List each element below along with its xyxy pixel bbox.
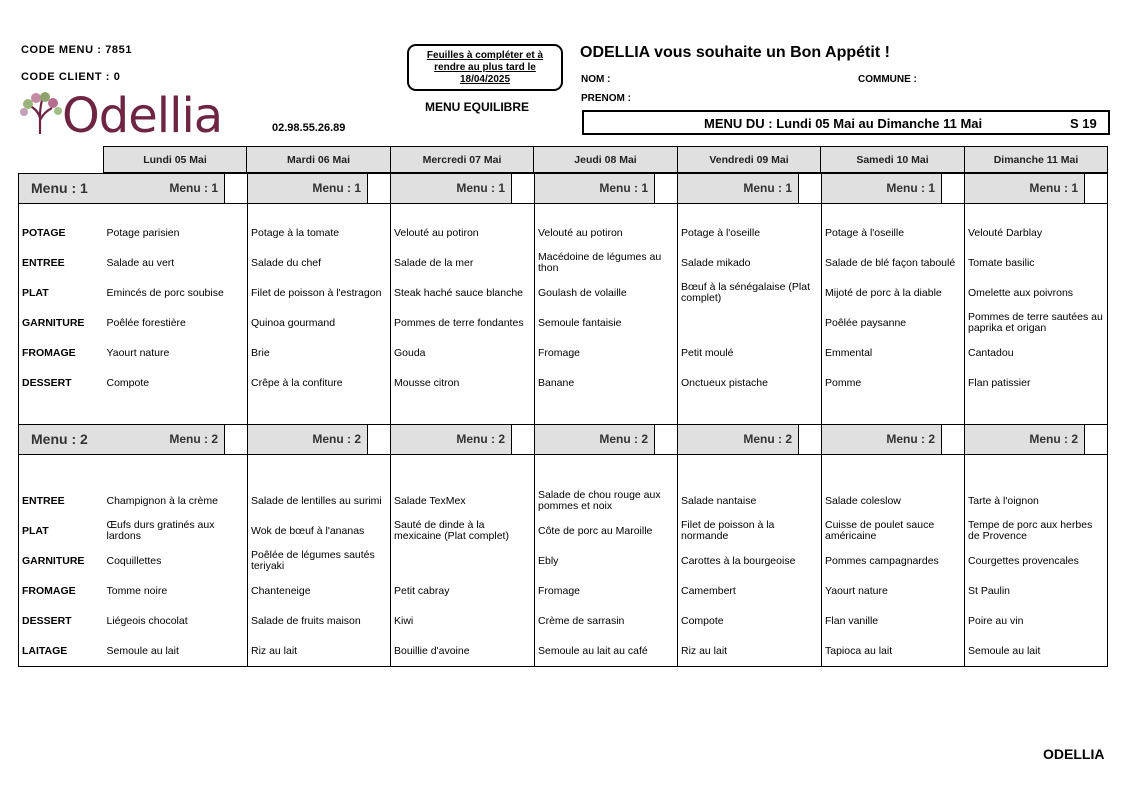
- dish-cell: Pomme: [822, 368, 965, 398]
- tree-logo-icon: [18, 92, 66, 136]
- day-header: Lundi 05 Mai: [104, 147, 247, 173]
- course-category: GARNITURE: [19, 308, 104, 338]
- dish-cell: Bouillie d'avoine: [391, 636, 535, 667]
- dish-cell: Sauté de dinde à la mexicaine (Plat complet): [391, 516, 535, 546]
- footer-brand: ODELLIA: [1043, 746, 1105, 762]
- dish-cell: Semoule au lait: [965, 636, 1108, 667]
- dish-cell: Onctueux pistache: [678, 368, 822, 398]
- dish-cell: Coquillettes: [104, 546, 248, 576]
- dish-cell: Velouté Darblay: [965, 218, 1108, 248]
- phone-number: 02.98.55.26.89: [272, 122, 346, 134]
- week-number: S 19: [1070, 116, 1097, 131]
- dish-cell: Tapioca au lait: [822, 636, 965, 667]
- dish-cell: Salade du chef: [248, 248, 391, 278]
- dish-cell: Emincés de porc soubise: [104, 278, 248, 308]
- dish-cell: Filet de poisson à la normande: [678, 516, 822, 546]
- menu-title: Menu : 2: [31, 431, 88, 447]
- dish-cell: Potage à l'oseille: [678, 218, 822, 248]
- course-category: PLAT: [19, 278, 104, 308]
- day-header: Dimanche 11 Mai: [965, 147, 1108, 173]
- course-category: DESSERT: [19, 368, 104, 398]
- dish-cell: Liégeois chocolat: [104, 606, 248, 636]
- menu-header-cell: [391, 425, 535, 455]
- dish-cell: Banane: [535, 368, 678, 398]
- table-row: [19, 308, 1108, 338]
- menu-label: Menu : 1: [456, 181, 505, 195]
- menu-label: Menu : 2: [169, 432, 218, 446]
- menu-header-cell: [822, 425, 965, 455]
- dish-cell: Semoule fantaisie: [535, 308, 678, 338]
- menu-label: Menu : 2: [743, 432, 792, 446]
- code-menu: CODE MENU : 7851: [21, 44, 133, 56]
- dish-cell: [678, 308, 822, 338]
- dish-cell: Compote: [104, 368, 248, 398]
- day-header: Jeudi 08 Mai: [534, 147, 678, 173]
- day-header: Mercredi 07 Mai: [391, 147, 534, 173]
- dish-cell: Flan patissier: [965, 368, 1108, 398]
- dish-cell: Poêlée paysanne: [822, 308, 965, 338]
- dish-cell: Mijoté de porc à la diable: [822, 278, 965, 308]
- course-category: ENTREE: [19, 486, 104, 516]
- dish-cell: Pommes campagnardes: [822, 546, 965, 576]
- dish-cell: Brie: [248, 338, 391, 368]
- table-row: [19, 546, 1108, 576]
- deadline-notice: Feuilles à compléter et à rendre au plus tard le 18/04/2025: [407, 44, 563, 91]
- dish-cell: Côte de porc au Maroille: [535, 516, 678, 546]
- prenom-label: PRENOM :: [581, 93, 631, 104]
- dish-cell: Yaourt nature: [104, 338, 248, 368]
- course-category: ENTREE: [19, 248, 104, 278]
- dish-cell: Cuisse de poulet sauce américaine: [822, 516, 965, 546]
- nom-label: NOM :: [581, 74, 611, 85]
- dish-cell: Emmental: [822, 338, 965, 368]
- dish-cell: Chanteneige: [248, 576, 391, 606]
- course-category: PLAT: [19, 516, 104, 546]
- dish-cell: Salade de chou rouge aux pommes et noix: [535, 486, 678, 516]
- dish-cell: Camembert: [678, 576, 822, 606]
- dish-cell: Crème de sarrasin: [535, 606, 678, 636]
- table-row: [19, 486, 1108, 516]
- dish-cell: Potage à l'oseille: [822, 218, 965, 248]
- dish-cell: Gouda: [391, 338, 535, 368]
- dish-cell: Yaourt nature: [822, 576, 965, 606]
- dish-cell: Semoule au lait: [104, 636, 248, 667]
- week-range-box: [582, 110, 1110, 135]
- dish-cell: Flan vanille: [822, 606, 965, 636]
- menu-label: Menu : 1: [599, 181, 648, 195]
- dish-cell: Salade de lentilles au surimi: [248, 486, 391, 516]
- week-range: MENU DU : Lundi 05 Mai au Dimanche 11 Mai: [704, 116, 983, 131]
- dish-cell: Tarte à l'oignon: [965, 486, 1108, 516]
- menu-label: Menu : 2: [312, 432, 361, 446]
- greeting: ODELLIA vous souhaite un Bon Appétit !: [580, 44, 890, 61]
- code-client: CODE CLIENT : 0: [21, 71, 121, 83]
- dish-cell: Salade de fruits maison: [248, 606, 391, 636]
- dish-cell: Mousse citron: [391, 368, 535, 398]
- dish-cell: Pommes de terre sautées au paprika et origan: [965, 308, 1108, 338]
- dish-cell: Compote: [678, 606, 822, 636]
- menu-header-cell: [822, 174, 965, 204]
- dish-cell: St Paulin: [965, 576, 1108, 606]
- dish-cell: Pommes de terre fondantes: [391, 308, 535, 338]
- table-row: [19, 636, 1108, 667]
- table-row: [19, 338, 1108, 368]
- dish-cell: [391, 546, 535, 576]
- dish-cell: Tomate basilic: [965, 248, 1108, 278]
- dish-cell: Potage parisien: [104, 218, 248, 248]
- course-category: GARNITURE: [19, 546, 104, 576]
- dish-cell: Crêpe à la confiture: [248, 368, 391, 398]
- menu-2-table: [18, 424, 1108, 667]
- table-row: [19, 218, 1108, 248]
- dish-cell: Velouté au potiron: [391, 218, 535, 248]
- dish-cell: Tomme noire: [104, 576, 248, 606]
- day-header-row: [103, 146, 1108, 173]
- dish-cell: Poêlée de légumes sautés teriyaki: [248, 546, 391, 576]
- day-header: Vendredi 09 Mai: [678, 147, 821, 173]
- commune-label: COMMUNE :: [858, 74, 917, 85]
- menu-header-cell: [678, 425, 822, 455]
- table-row: [19, 248, 1108, 278]
- dish-cell: Riz au lait: [248, 636, 391, 667]
- dish-cell: Potage à la tomate: [248, 218, 391, 248]
- dish-cell: Riz au lait: [678, 636, 822, 667]
- menu-label: Menu : 1: [1029, 181, 1078, 195]
- dish-cell: Cantadou: [965, 338, 1108, 368]
- dish-cell: Petit moulé: [678, 338, 822, 368]
- dish-cell: Wok de bœuf à l'ananas: [248, 516, 391, 546]
- dish-cell: Salade TexMex: [391, 486, 535, 516]
- menu-header-cell: [678, 174, 822, 204]
- table-row: [19, 516, 1108, 546]
- dish-cell: Champignon à la crème: [104, 486, 248, 516]
- menu-label: Menu : 1: [169, 181, 218, 195]
- dish-cell: Kiwi: [391, 606, 535, 636]
- table-row: [19, 576, 1108, 606]
- dish-cell: Filet de poisson à l'estragon: [248, 278, 391, 308]
- dish-cell: Velouté au potiron: [535, 218, 678, 248]
- dish-cell: Carottes à la bourgeoise: [678, 546, 822, 576]
- dish-cell: Steak haché sauce blanche: [391, 278, 535, 308]
- menu-label: Menu : 2: [456, 432, 505, 446]
- dish-cell: Bœuf à la sénégalaise (Plat complet): [678, 278, 822, 308]
- menu-label: Menu : 1: [743, 181, 792, 195]
- course-category: FROMAGE: [19, 576, 104, 606]
- menu-label: Menu : 1: [886, 181, 935, 195]
- menu-header-cell: [19, 174, 248, 204]
- menu-header-cell: [391, 174, 535, 204]
- course-category: POTAGE: [19, 218, 104, 248]
- dish-cell: Salade mikado: [678, 248, 822, 278]
- menu-label: Menu : 2: [599, 432, 648, 446]
- dish-cell: Quinoa gourmand: [248, 308, 391, 338]
- menu-title: Menu : 1: [31, 180, 88, 196]
- dish-cell: Salade au vert: [104, 248, 248, 278]
- course-category: LAITAGE: [19, 636, 104, 667]
- day-header: Mardi 06 Mai: [247, 147, 391, 173]
- dish-cell: Goulash de volaille: [535, 278, 678, 308]
- menu-label: Menu : 2: [886, 432, 935, 446]
- dish-cell: Tempe de porc aux herbes de Provence: [965, 516, 1108, 546]
- dish-cell: Omelette aux poivrons: [965, 278, 1108, 308]
- table-row: [19, 278, 1108, 308]
- dish-cell: Poire au vin: [965, 606, 1108, 636]
- dish-cell: Salade de la mer: [391, 248, 535, 278]
- dish-cell: Ebly: [535, 546, 678, 576]
- menu-header-cell: [965, 174, 1108, 204]
- table-row: [19, 606, 1108, 636]
- dish-cell: Salade coleslow: [822, 486, 965, 516]
- dish-cell: Macédoine de légumes au thon: [535, 248, 678, 278]
- menu-1-table: [18, 173, 1108, 427]
- dish-cell: Salade nantaise: [678, 486, 822, 516]
- day-header: Samedi 10 Mai: [821, 147, 965, 173]
- menu-header-cell: [248, 174, 391, 204]
- company-logo-text: Odellia: [62, 88, 223, 144]
- course-category: DESSERT: [19, 606, 104, 636]
- course-category: FROMAGE: [19, 338, 104, 368]
- dish-cell: Courgettes provencales: [965, 546, 1108, 576]
- dish-cell: Fromage: [535, 338, 678, 368]
- menu-label: Menu : 2: [1029, 432, 1078, 446]
- dish-cell: Fromage: [535, 576, 678, 606]
- table-row: [19, 368, 1108, 398]
- dish-cell: Poêlée forestière: [104, 308, 248, 338]
- menu-type: MENU EQUILIBRE: [425, 100, 530, 114]
- menu-header-cell: [965, 425, 1108, 455]
- dish-cell: Salade de blé façon taboulé: [822, 248, 965, 278]
- menu-header-cell: [248, 425, 391, 455]
- dish-cell: Semoule au lait au café: [535, 636, 678, 667]
- dish-cell: Œufs durs gratinés aux lardons: [104, 516, 248, 546]
- menu-header-cell: [19, 425, 248, 455]
- dish-cell: Petit cabray: [391, 576, 535, 606]
- menu-header-cell: [535, 425, 678, 455]
- menu-label: Menu : 1: [312, 181, 361, 195]
- menu-header-cell: [535, 174, 678, 204]
